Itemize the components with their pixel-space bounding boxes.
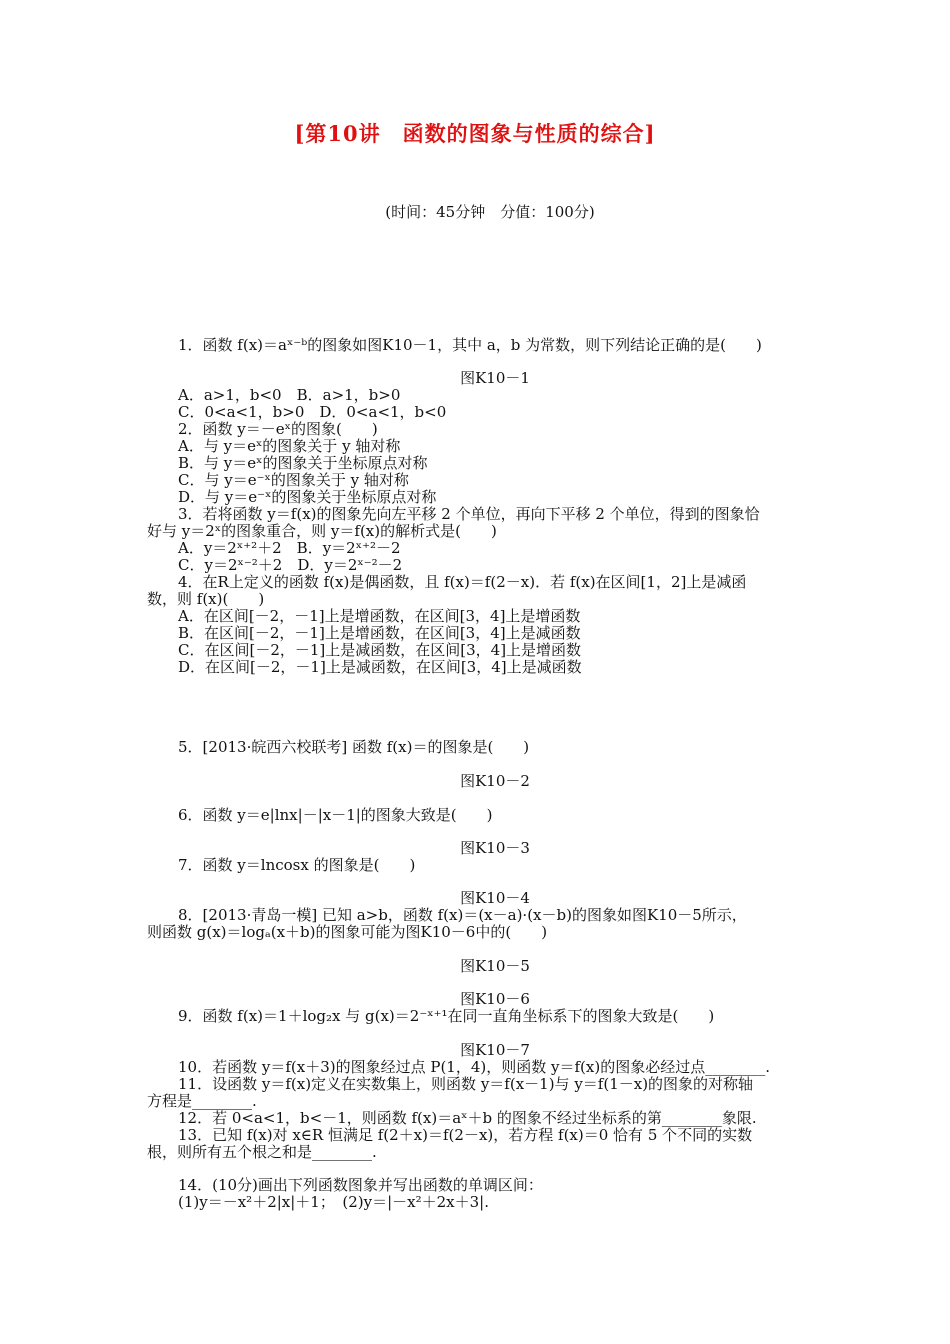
question-10: 10．若函数 y＝f(x＋3)的图象经过点 P(1，4)，则函数 y＝f(x)的图象必经过点________. xyxy=(178,1058,770,1076)
figure-caption-k10-4: 图K10－4 xyxy=(460,889,530,907)
figure-caption-k10-6: 图K10－6 xyxy=(460,990,530,1008)
q4-option-d: D．在区间[－2，－1]上是减函数，在区间[3，4]上是减函数 xyxy=(178,658,582,676)
question-4-cont: 数，则 f(x)( ) xyxy=(147,590,265,608)
question-3: 3．若将函数 y＝f(x)的图象先向左平移 2 个单位，再向下平移 2 个单位，得到的图象恰 xyxy=(178,505,760,523)
question-6: 6．函数 y＝e|lnx|－|x－1|的图象大致是( ) xyxy=(178,806,493,824)
question-3-cont: 好与 y＝2ˣ的图象重合，则 y＝f(x)的解析式是( ) xyxy=(147,522,497,540)
q3-options-cd: C．y＝2ˣ⁻²＋2 D．y＝2ˣ⁻²－2 xyxy=(178,556,403,574)
question-13-cont: 根，则所有五个根之和是________. xyxy=(147,1143,377,1161)
question-4: 4．在R上定义的函数 f(x)是偶函数，且 f(x)＝f(2－x)．若 f(x)在区间[1，2]上是减函 xyxy=(178,573,747,591)
q1-options-ab: A．a>1，b<0 B．a>1，b>0 xyxy=(178,386,401,404)
q2-option-c: C．与 y＝e⁻ˣ的图象关于 y 轴对称 xyxy=(178,471,409,489)
question-9: 9．函数 f(x)＝1＋log₂x 与 g(x)＝2⁻ˣ⁺¹在同一直角坐标系下的图象大致是( ) xyxy=(178,1007,715,1025)
question-14-parts: (1)y＝－x²＋2|x|＋1； (2)y＝|－x²＋2x＋3|. xyxy=(178,1193,489,1211)
page-title: [第10讲 函数的图象与性质的综合] xyxy=(294,121,656,146)
q2-option-b: B．与 y＝eˣ的图象关于坐标原点对称 xyxy=(178,454,428,472)
q4-option-b: B．在区间[－2，－1]上是增函数，在区间[3，4]上是减函数 xyxy=(178,624,581,642)
q4-option-a: A．在区间[－2，－1]上是增函数，在区间[3，4]上是增函数 xyxy=(178,607,581,625)
q2-option-d: D．与 y＝e⁻ˣ的图象关于坐标原点对称 xyxy=(178,488,437,506)
question-2: 2．函数 y＝－eˣ的图象( ) xyxy=(178,420,378,438)
question-11-cont: 方程是________. xyxy=(147,1092,257,1110)
q4-option-c: C．在区间[－2，－1]上是减函数，在区间[3，4]上是增函数 xyxy=(178,641,582,659)
q2-option-a: A．与 y＝eˣ的图象关于 y 轴对称 xyxy=(178,437,401,455)
figure-caption-k10-1: 图K10－1 xyxy=(460,369,530,387)
question-8-cont: 则函数 g(x)＝logₐ(x＋b)的图象可能为图K10－6中的( ) xyxy=(147,923,548,941)
question-8: 8．[2013·青岛一模] 已知 a>b，函数 f(x)＝(x－a)·(x－b)的图象如图K10－5所示， xyxy=(178,906,747,924)
question-11: 11．设函数 y＝f(x)定义在实数集上，则函数 y＝f(x－1)与 y＝f(1－x)的图象的对称轴 xyxy=(178,1075,754,1093)
question-13: 13．已知 f(x)对 x∈R 恒满足 f(2＋x)＝f(2－x)，若方程 f(x)＝0 恰有 5 个不同的实数 xyxy=(178,1126,753,1144)
question-12: 12．若 0<a<1，b<－1，则函数 f(x)＝aˣ＋b 的图象不经过坐标系的第________象限. xyxy=(178,1109,757,1127)
time-score-info: (时间：45分钟 分值：100分) xyxy=(385,203,595,221)
q3-options-ab: A．y＝2ˣ⁺²＋2 B．y＝2ˣ⁺²－2 xyxy=(178,539,401,557)
question-7: 7．函数 y＝lncosx 的图象是( ) xyxy=(178,856,416,874)
figure-caption-k10-2: 图K10－2 xyxy=(460,772,530,790)
question-1: 1．函数 f(x)＝aˣ⁻ᵇ的图象如图K10－1，其中 a，b 为常数，则下列结论正确的是( ) xyxy=(178,336,762,354)
q1-options-cd: C．0<a<1，b>0 D．0<a<1，b<0 xyxy=(178,403,447,421)
figure-caption-k10-3: 图K10－3 xyxy=(460,839,530,857)
question-14: 14．(10分)画出下列函数图象并写出函数的单调区间： xyxy=(178,1176,543,1194)
figure-caption-k10-5: 图K10－5 xyxy=(460,957,530,975)
figure-caption-k10-7: 图K10－7 xyxy=(460,1041,530,1059)
question-5: 5．[2013·皖西六校联考] 函数 f(x)＝的图象是( ) xyxy=(178,738,530,756)
